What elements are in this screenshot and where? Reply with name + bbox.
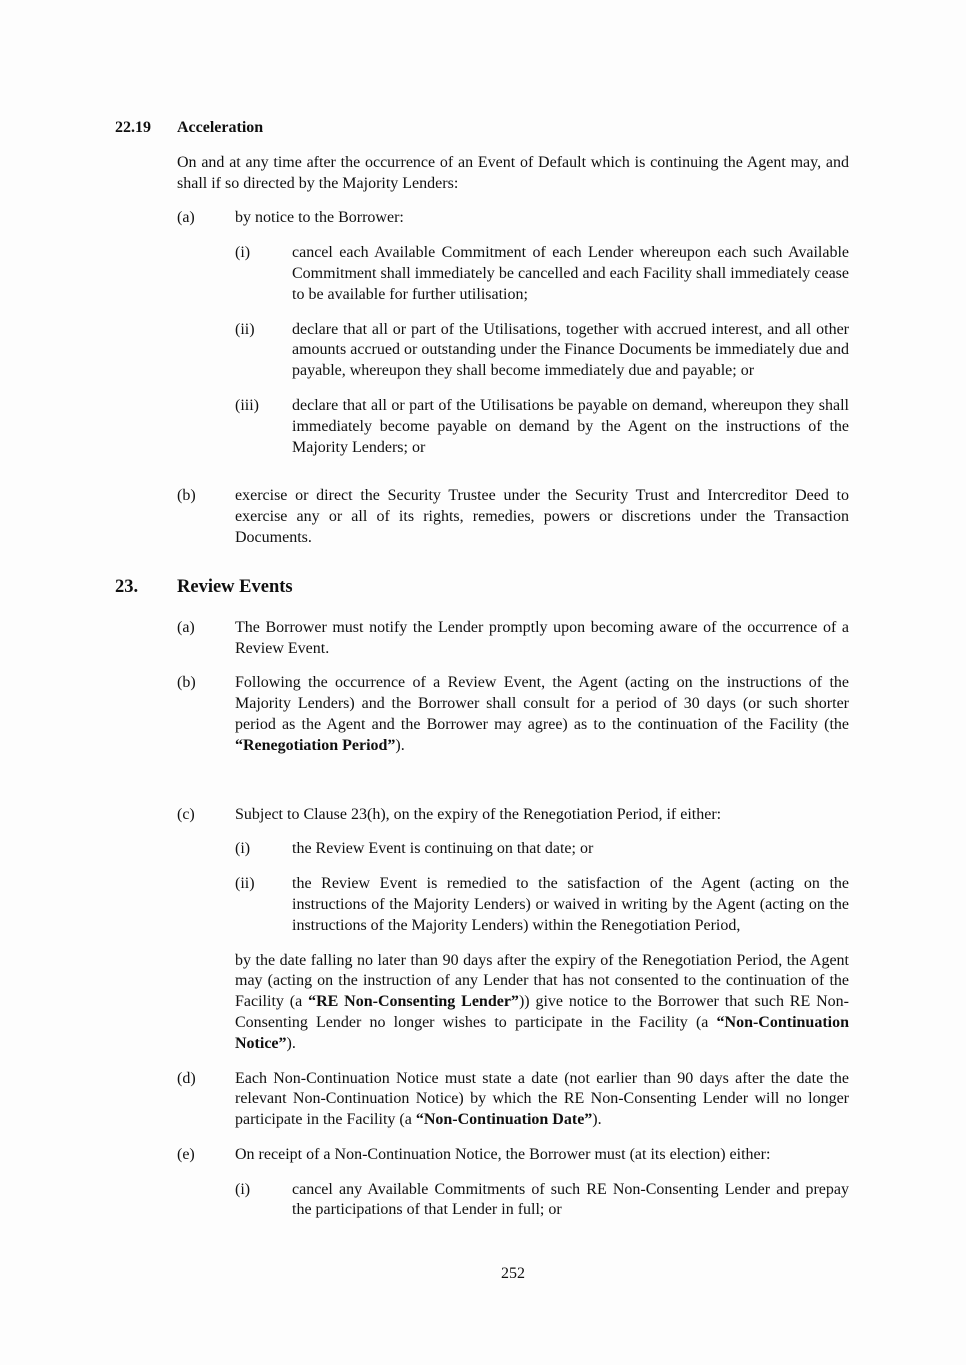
paragraph: Subject to Clause 23(h), on the expiry of the Renegotiation Period, if either: [235, 805, 722, 823]
sub-item-ii [235, 320, 849, 382]
list-label: (b) [177, 674, 196, 692]
list-label: (i) [235, 840, 251, 858]
list-label: (ii) [235, 320, 255, 338]
paragraph: The Borrower must notify the Lender promptly upon becoming aware of the occurrence of a Review Event. [235, 618, 849, 657]
list-item-content [235, 208, 849, 472]
paragraph: declare that all or part of the Utilisations, together with accrued interest, and all other amounts accrued or outstanding under the Finance Documents be immediately due and payable, whereupon they shall become immediately due and payable; or [292, 320, 849, 380]
paragraph: exercise or direct the Security Trustee under the Security Trust and Intercreditor Deed to exercise any or all of its rights, remedies, powers or discretions under the Transaction Documents. [235, 487, 849, 546]
clause-heading: Acceleration [177, 119, 264, 136]
sub-item-i [235, 1180, 849, 1222]
list-item-e [177, 1145, 849, 1235]
paragraph [235, 1069, 849, 1131]
paragraph: cancel each Available Commitment of each Lender whereupon each such Available Commitment shall immediately be cancelled and each Facility shall immediately cease to be available for further utilisation; [292, 244, 849, 303]
list-label: (iii) [235, 396, 259, 414]
list-label: (i) [235, 1180, 251, 1198]
defined-term: “Non-Continuation Notice” [235, 1013, 849, 1052]
list-label: (a) [177, 209, 195, 227]
continuation-paragraph [235, 951, 849, 1055]
clause-heading: Review Events [177, 576, 293, 597]
list-label: (c) [177, 805, 195, 823]
clause-body [177, 153, 849, 549]
paragraph-text: ). [395, 736, 405, 754]
clause-intro-paragraph: On and at any time after the occurrence of an Event of Default which is continuing the Agent may, and shall if so directed by the Majority Lenders: [177, 153, 849, 192]
defined-term: “RE Non-Consenting Lender” [308, 993, 519, 1011]
paragraph-text: ). [286, 1034, 296, 1052]
sub-item-iii [235, 396, 849, 458]
clause-heading-row [115, 576, 849, 599]
list-label: (i) [235, 244, 251, 262]
list-label: (ii) [235, 875, 255, 893]
paragraph: On receipt of a Non-Continuation Notice, the Borrower must (at its election) either: [235, 1145, 771, 1163]
defined-term: “Non-Continuation Date” [415, 1111, 593, 1129]
sub-item-ii [235, 874, 849, 936]
sub-item-i [235, 243, 849, 305]
clause-body [177, 618, 849, 1236]
paragraph-text: Following the occurrence of a Review Event, the Agent (acting on the instructions of the Majority Lenders) and the Borrower shall consult for a period of 30 days (or such shorter period as the Agent and the Borrower may agree) as to the continuation of the Facility (the [235, 674, 849, 733]
list-item-b [177, 673, 849, 756]
list-label: (e) [177, 1145, 195, 1163]
paragraph [235, 673, 849, 756]
paragraph-text: by the date falling no later than 90 days after the expiry of the Renegotiation Period, the Agent may (acting on the instruction of any Lender that has not consented to the continuation of the Facility (a [235, 951, 849, 1011]
clause-number: 22.19 [115, 119, 151, 136]
list-item-a [177, 208, 849, 472]
clause-number: 23. [115, 576, 139, 597]
defined-term: “Renegotiation Period” [235, 736, 396, 754]
list-item-a [177, 618, 849, 660]
paragraph: declare that all or part of the Utilisations be payable on demand, whereupon they shall immediately become payable on demand by the Agent on the instructions of the Majority Lenders; or [292, 396, 849, 456]
paragraph-text: )) give notice to the Borrower that such RE Non-Consenting Lender no longer wishes to participate in the Facility (a [235, 993, 850, 1031]
paragraph: the Review Event is continuing on that date; or [292, 840, 594, 858]
list-label: (a) [177, 618, 195, 636]
paragraph-text: Each Non-Continuation Notice must state a date (not earlier than 90 days after the date the relevant Non-Continuation Notice) by which the RE Non-Consenting Lender will no longer participate in the Facility (a [235, 1069, 849, 1129]
clause-heading-row [115, 118, 849, 139]
list-item-d [177, 1069, 849, 1131]
page-number: 252 [501, 1265, 525, 1282]
sub-item-i [235, 839, 849, 860]
list-item-b [177, 486, 849, 548]
clause-23 [115, 576, 849, 1236]
list-label: (d) [177, 1069, 196, 1087]
clause-22-19 [115, 118, 849, 549]
list-label: (b) [177, 487, 196, 505]
list-item-c [177, 805, 849, 1055]
paragraph: cancel any Available Commitments of such RE Non-Consenting Lender and prepay the participations of that Lender in full; or [292, 1180, 849, 1219]
paragraph: the Review Event is remedied to the satisfaction of the Agent (acting on the instructions of the Majority Lenders) or waived in writing by the Agent (acting on the instructions of the Majority Lenders) within the Renegotiation Period, [292, 875, 849, 934]
paragraph: by notice to the Borrower: [235, 209, 404, 227]
paragraph-text: ). [592, 1111, 602, 1129]
page-footer [177, 1264, 849, 1285]
